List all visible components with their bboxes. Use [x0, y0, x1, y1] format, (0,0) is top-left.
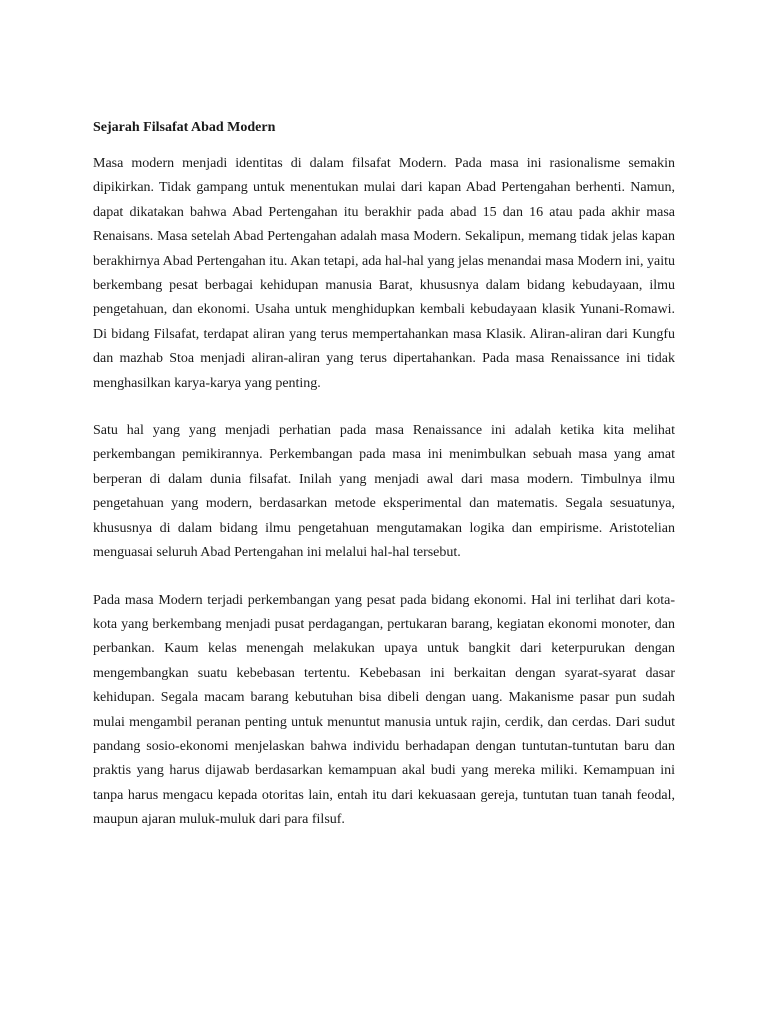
- document-body: [93, 118, 675, 856]
- paragraph-1: Masa modern menjadi identitas di dalam filsafat Modern. Pada masa ini rasionalisme semakin dipikirkan. Tidak gampang untuk menentukan mulai dari kapan Abad Pertengahan berhenti. Namun, dapat dikatakan bahwa Abad Pertengahan itu berakhir pada abad 15 dan 16 atau pada akhir masa Renaisans. Masa setelah Abad Pertengahan adalah masa Modern. Sekalipun, memang tidak jelas kapan berakhirnya Abad Pertengahan itu. Akan tetapi, ada hal-hal yang jelas menandai masa Modern ini, yaitu berkembang pesat berbagai kehidupan manusia Barat, khususnya dalam bidang kebudayaan, ilmu pengetahuan, dan ekonomi. Usaha untuk menghidupkan kembali kebudayaan klasik Yunani-Romawi. Di bidang Filsafat, terdapat aliran yang terus mempertahankan masa Klasik. Aliran-aliran dari Kungfu dan mazhab Stoa menjadi aliran-aliran yang terus dipertahankan. Pada masa Renaissance ini tidak menghasilkan karya-karya yang penting.: [93, 156, 675, 391]
- paragraph-3: Pada masa Modern terjadi perkembangan yang pesat pada bidang ekonomi. Hal ini terlihat dari kota-kota yang berkembang menjadi pusat perdagangan, pertukaran barang, kegiatan ekonomi monoter, dan perbankan. Kaum kelas menengah melakukan upaya untuk bangkit dari keterpurukan dengan mengembangkan suatu kebebasan tertentu. Kebebasan ini berkaitan dengan syarat-syarat dasar kehidupan. Segala macam barang kebutuhan bisa dibeli dengan uang. Makanisme pasar pun sudah mulai mengambil peranan penting untuk menuntut manusia untuk rajin, cerdik, dan cerdas. Dari sudut pandang sosio-ekonomi menjelaskan bahwa individu berhadapan dengan tuntutan-tuntutan baru dan praktis yang harus dijawab berdasarkan kemampuan akal budi yang mereka miliki. Kemampuan ini tanpa harus mengacu kepada otoritas lain, entah itu dari kekuasaan gereja, tuntutan tuan tanah feodal, maupun ajaran muluk-muluk dari para filsuf.: [93, 592, 675, 828]
- paragraph-2: Satu hal yang yang menjadi perhatian pada masa Renaissance ini adalah ketika kita melihat perkembangan pemikirannya. Perkembangan pada masa ini menimbulkan sebuah masa yang amat berperan di dalam dunia filsafat. Inilah yang menjadi awal dari masa modern. Timbulnya ilmu pengetahuan yang modern, berdasarkan metode eksperimental dan matematis. Segala sesuatunya, khususnya di dalam bidang ilmu pengetahuan mengutamakan logika dan empirisme. Aristotelian menguasai seluruh Abad Pertengahan ini melalui hal-hal tersebut.: [93, 423, 675, 561]
- document-title: Sejarah Filsafat Abad Modern: [93, 120, 276, 135]
